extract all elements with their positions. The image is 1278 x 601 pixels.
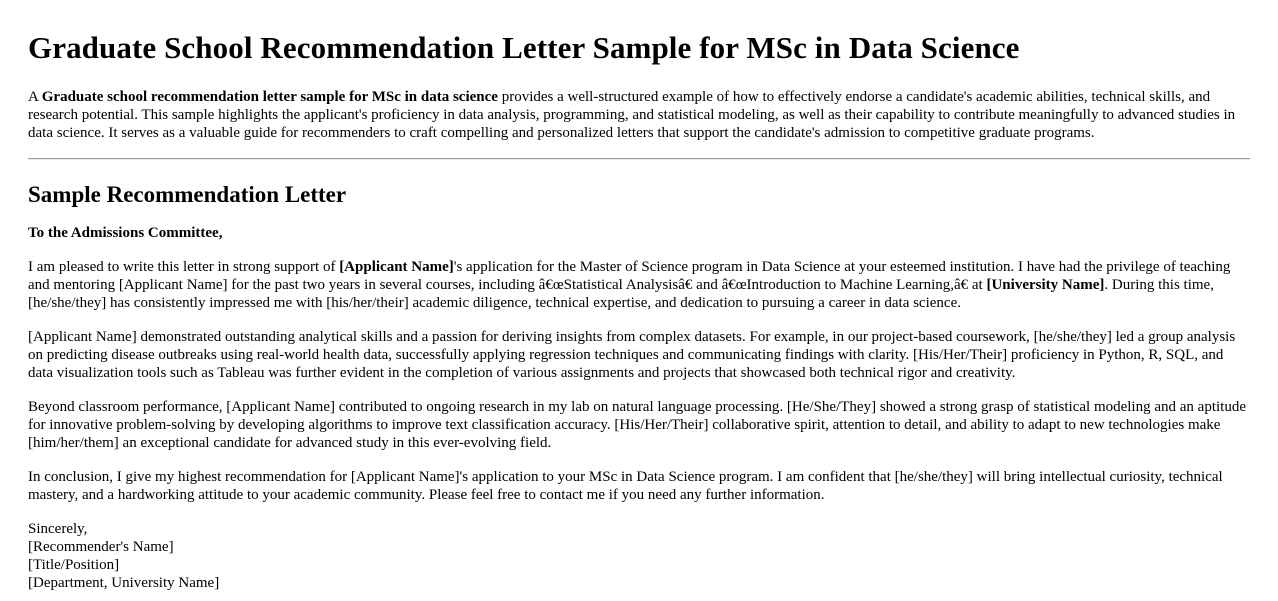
signature-title: [Title/Position] [28, 557, 120, 573]
p1-text-3: . During this time, [he/she/they] has consistently impressed me with [his/her/their] academic diligence, technical expertise, and dedication to pursuing a career in data science. [28, 277, 1214, 311]
applicant-name-bold: [Applicant Name] [339, 259, 454, 275]
letter-paragraph-1 [28, 258, 1250, 312]
signature-department: [Department, University Name] [28, 575, 220, 591]
letter-paragraph-4: In conclusion, I give my highest recommendation for [Applicant Name]'s application to your MSc in Data Science program. I am confident that [he/she/they] will bring intellectual curiosity, technical mastery, and a hardworking attitude to your academic community. Please feel free to contact me if you need any further information. [28, 469, 1223, 503]
signature-block [28, 520, 1250, 592]
letter-salutation: To the Admissions Committee, [28, 225, 223, 241]
signature-closing: Sincerely, [28, 521, 88, 537]
letter-paragraph-2: [Applicant Name] demonstrated outstanding analytical skills and a passion for deriving insights from complex datasets. For example, in our project-based coursework, [he/she/they] led a group analysis on predicting disease outbreaks using real-world health data, successfully applying regression techniques and communicating findings with clarity. [His/Her/Their] proficiency in Python, R, SQL, and data visualization tools such as Tableau was further evident in the completion of various assignments and projects that showcased both technical rigor and creativity. [28, 329, 1236, 381]
university-name-bold: [University Name] [986, 277, 1105, 293]
section-heading: Sample Recommendation Letter [28, 182, 347, 207]
signature-name: [Recommender's Name] [28, 539, 174, 555]
p1-text-1: I am pleased to write this letter in strong support of [28, 259, 340, 275]
document-page [28, 0, 1250, 592]
intro-prefix: A [28, 89, 42, 105]
p1-text-2: 's application for the Master of Science program in Data Science at your esteemed institution. I have had the privilege of teaching and mentoring [Applicant Name] for the past two years in several courses, including â€œStatistical Analysisâ€ and â€œIntroduction to Machine Learning,â€ at [28, 259, 1231, 293]
intro-paragraph [28, 88, 1250, 142]
intro-bold-phrase: Graduate school recommendation letter sample for MSc in data science [41, 89, 498, 105]
intro-text: provides a well-structured example of how to effectively endorse a candidate's academic abilities, technical skills, and research potential. This sample highlights the applicant's proficiency in data analysis, programming, and statistical modeling, as well as their capability to contribute meaningfully to advanced studies in data science. It serves as a valuable guide for recommenders to craft compelling and personalized letters that support the candidate's admission to competitive graduate programs. [28, 89, 1236, 141]
letter-paragraph-3: Beyond classroom performance, [Applicant Name] contributed to ongoing research in my lab on natural language processing. [He/She/They] showed a strong grasp of statistical modeling and an aptitude for innovative problem-solving by developing algorithms to improve text classification accuracy. [His/Her/Their] collaborative spirit, attention to detail, and ability to adapt to new technologies make [him/her/them] an exceptional candidate for advanced study in this ever-evolving field. [28, 399, 1246, 451]
section-divider [28, 158, 1250, 160]
page-title: Graduate School Recommendation Letter Sample for MSc in Data Science [28, 30, 1020, 65]
